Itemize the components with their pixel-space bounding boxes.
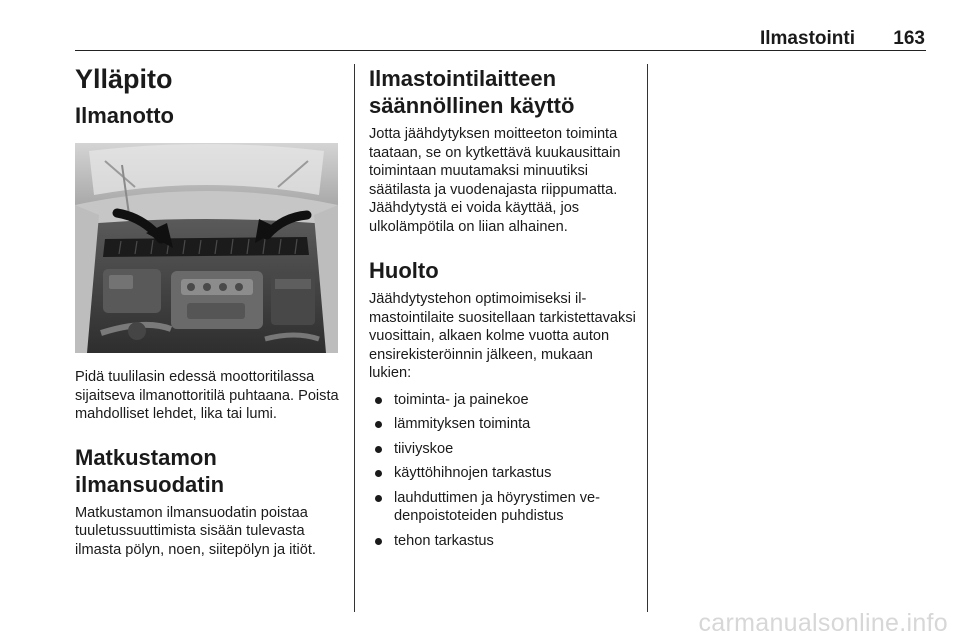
air-intake-text: Pidä tuulilasin edessä moottoritilassa sijaitseva ilmanottoritilä puhtaana. Poista mahdolliset lehdet, lika tai lumi. — [75, 369, 339, 422]
regular-use-heading-line1: Ilmastointilaitteen — [369, 66, 557, 91]
bullet-icon — [375, 495, 382, 502]
right-column — [369, 62, 639, 556]
bullet-icon — [375, 538, 382, 545]
column-divider-right — [647, 64, 648, 612]
list-item-text: lämmityksen toiminta — [394, 416, 531, 432]
service-checklist — [369, 391, 639, 551]
section-title: Ylläpito — [75, 64, 173, 94]
list-item-text: tehon tarkastus — [394, 532, 494, 549]
page-number: 163 — [893, 28, 925, 49]
cabin-filter-heading-line1: Matkustamon — [75, 444, 217, 470]
list-item — [369, 489, 639, 526]
header-rule — [75, 50, 926, 51]
engine-bay-air-intake-photo — [75, 143, 338, 353]
bullet-icon — [375, 446, 382, 453]
service-heading: Huolto — [369, 258, 439, 283]
watermark: carmanualsonline.info — [698, 609, 948, 637]
column-divider-left — [354, 64, 355, 612]
list-item-text: tiiviyskoe — [394, 440, 454, 457]
regular-use-heading-line2: säännöllinen käyttö — [369, 93, 575, 118]
running-header-title: Ilmastointi — [759, 28, 855, 49]
bullet-icon — [375, 421, 382, 428]
list-item — [369, 415, 639, 434]
bullet-icon — [375, 470, 382, 477]
list-item — [369, 464, 639, 483]
list-item-text: lauhduttimen ja höyrystimen vedenpoistoteiden puhdistus — [394, 489, 601, 524]
regular-use-text: Jotta jäähdytyksen moitteeton toiminta taataan, se on kytkettävä kuukausittain toimintaan muutamaksi minuutiksi säätilasta ja vuodenajasta riippumatta. Jäähdytystä ei voida käyttää, jos ulkolämpötila on liian alhainen. — [369, 126, 621, 235]
list-item — [369, 391, 639, 410]
cabin-filter-heading-line2: ilmansuodatin — [75, 471, 225, 497]
service-text: Jäähdytystehon optimoimiseksi ilmastointilaite suositellaan tarkistettavaksi vuosittain, alkaen kolme vuotta auton ensirekisteröinnin jälkeen, mukaan lukien: — [369, 291, 636, 381]
cabin-filter-text: Matkustamon ilmansuodatin poistaa tuuletussuuttimista sisään tulevasta ilmasta pölyn, noen, siitepölyn ja itiöt. — [75, 504, 316, 558]
list-item — [369, 440, 639, 459]
list-item — [369, 532, 639, 551]
list-item-text: toiminta- ja painekoe — [394, 391, 529, 408]
left-column — [75, 62, 343, 559]
bullet-icon — [375, 397, 382, 404]
subsection-title: Ilmanotto — [75, 103, 174, 128]
list-item-text: käyttöhihnojen tarkastus — [394, 465, 552, 481]
